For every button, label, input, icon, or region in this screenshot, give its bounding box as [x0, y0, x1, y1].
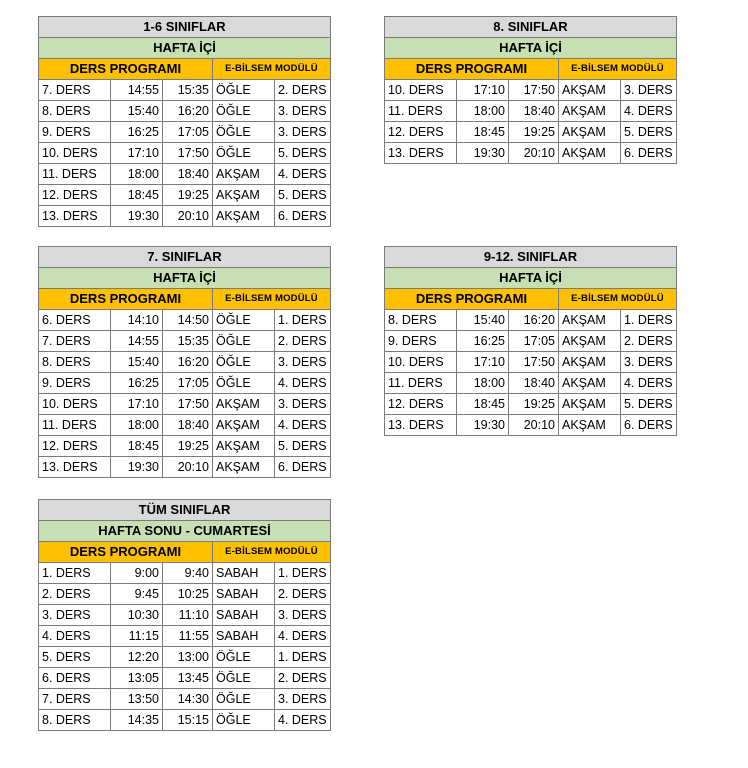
table-subtitle: HAFTA İÇİ — [385, 38, 677, 59]
end-time-cell: 15:35 — [163, 80, 213, 101]
table-title-row — [39, 17, 331, 38]
table-subtitle-row — [39, 38, 331, 59]
end-time-cell: 17:50 — [509, 80, 559, 101]
end-time-cell: 20:10 — [163, 457, 213, 478]
module-lesson-cell: 5. DERS — [621, 394, 677, 415]
start-time-cell: 16:25 — [111, 122, 163, 143]
table-subtitle-row — [385, 268, 677, 289]
session-cell: AKŞAM — [213, 415, 275, 436]
lesson-cell: 8. DERS — [385, 310, 457, 331]
table-row — [385, 331, 677, 352]
end-time-cell: 16:20 — [509, 310, 559, 331]
end-time-cell: 17:05 — [509, 331, 559, 352]
session-cell: AKŞAM — [559, 373, 621, 394]
session-cell: ÖĞLE — [213, 668, 275, 689]
start-time-cell: 17:10 — [111, 143, 163, 164]
start-time-cell: 16:25 — [457, 331, 509, 352]
table-title: 1-6 SINIFLAR — [39, 17, 331, 38]
header-ders-programi: DERS PROGRAMI — [39, 289, 213, 310]
lesson-cell: 4. DERS — [39, 626, 111, 647]
module-lesson-cell: 4. DERS — [275, 164, 331, 185]
lesson-cell: 3. DERS — [39, 605, 111, 626]
end-time-cell: 19:25 — [509, 394, 559, 415]
lesson-cell: 8. DERS — [39, 710, 111, 731]
start-time-cell: 17:10 — [457, 80, 509, 101]
module-lesson-cell: 4. DERS — [275, 415, 331, 436]
module-lesson-cell: 4. DERS — [275, 626, 331, 647]
table-row — [39, 563, 331, 584]
lesson-cell: 12. DERS — [385, 394, 457, 415]
table-header-row — [39, 289, 331, 310]
table-row — [39, 647, 331, 668]
table-row — [385, 80, 677, 101]
table-title: 7. SINIFLAR — [39, 247, 331, 268]
lesson-cell: 9. DERS — [385, 331, 457, 352]
table-title-row — [385, 247, 677, 268]
session-cell: SABAH — [213, 563, 275, 584]
table-row — [39, 373, 331, 394]
lesson-cell: 11. DERS — [39, 164, 111, 185]
header-e-bilsem-modulu: E-BİLSEM MODÜLÜ — [559, 59, 677, 80]
schedule-table-1-6 — [38, 16, 331, 227]
module-lesson-cell: 2. DERS — [275, 80, 331, 101]
table-row — [39, 101, 331, 122]
start-time-cell: 17:10 — [111, 394, 163, 415]
end-time-cell: 20:10 — [509, 143, 559, 164]
header-ders-programi: DERS PROGRAMI — [385, 289, 559, 310]
lesson-cell: 7. DERS — [39, 80, 111, 101]
header-e-bilsem-modulu: E-BİLSEM MODÜLÜ — [213, 289, 331, 310]
session-cell: AKŞAM — [559, 101, 621, 122]
lesson-cell: 1. DERS — [39, 563, 111, 584]
module-lesson-cell: 3. DERS — [275, 101, 331, 122]
start-time-cell: 14:35 — [111, 710, 163, 731]
lesson-cell: 12. DERS — [39, 436, 111, 457]
header-e-bilsem-modulu: E-BİLSEM MODÜLÜ — [213, 542, 331, 563]
table-row — [39, 436, 331, 457]
module-lesson-cell: 6. DERS — [621, 415, 677, 436]
table-row — [39, 584, 331, 605]
schedule-table-9-12 — [384, 246, 677, 436]
end-time-cell: 18:40 — [509, 101, 559, 122]
module-lesson-cell: 1. DERS — [275, 647, 331, 668]
module-lesson-cell: 3. DERS — [275, 122, 331, 143]
start-time-cell: 15:40 — [111, 352, 163, 373]
end-time-cell: 17:05 — [163, 373, 213, 394]
session-cell: SABAH — [213, 584, 275, 605]
end-time-cell: 19:25 — [163, 185, 213, 206]
end-time-cell: 17:50 — [163, 394, 213, 415]
session-cell: ÖĞLE — [213, 331, 275, 352]
lesson-cell: 10. DERS — [39, 143, 111, 164]
lesson-cell: 12. DERS — [385, 122, 457, 143]
start-time-cell: 13:50 — [111, 689, 163, 710]
lesson-cell: 9. DERS — [39, 122, 111, 143]
table-header-row — [39, 59, 331, 80]
start-time-cell: 12:20 — [111, 647, 163, 668]
start-time-cell: 16:25 — [111, 373, 163, 394]
start-time-cell: 13:05 — [111, 668, 163, 689]
session-cell: AKŞAM — [559, 143, 621, 164]
end-time-cell: 16:20 — [163, 352, 213, 373]
session-cell: ÖĞLE — [213, 689, 275, 710]
lesson-cell: 12. DERS — [39, 185, 111, 206]
end-time-cell: 15:15 — [163, 710, 213, 731]
lesson-cell: 2. DERS — [39, 584, 111, 605]
session-cell: AKŞAM — [213, 206, 275, 227]
lesson-cell: 13. DERS — [39, 457, 111, 478]
module-lesson-cell: 3. DERS — [275, 605, 331, 626]
table-title-row — [39, 500, 331, 521]
table-subtitle: HAFTA İÇİ — [39, 38, 331, 59]
start-time-cell: 18:00 — [111, 164, 163, 185]
header-ders-programi: DERS PROGRAMI — [39, 542, 213, 563]
module-lesson-cell: 3. DERS — [275, 352, 331, 373]
module-lesson-cell: 2. DERS — [621, 331, 677, 352]
header-e-bilsem-modulu: E-BİLSEM MODÜLÜ — [559, 289, 677, 310]
session-cell: AKŞAM — [559, 310, 621, 331]
session-cell: ÖĞLE — [213, 710, 275, 731]
lesson-cell: 9. DERS — [39, 373, 111, 394]
table-row — [39, 394, 331, 415]
module-lesson-cell: 4. DERS — [275, 710, 331, 731]
end-time-cell: 15:35 — [163, 331, 213, 352]
header-ders-programi: DERS PROGRAMI — [39, 59, 213, 80]
module-lesson-cell: 2. DERS — [275, 331, 331, 352]
lesson-cell: 13. DERS — [385, 415, 457, 436]
table-row — [39, 331, 331, 352]
module-lesson-cell: 4. DERS — [621, 101, 677, 122]
table-header-row — [39, 542, 331, 563]
lesson-cell: 11. DERS — [385, 373, 457, 394]
table-row — [39, 143, 331, 164]
table-title: 9-12. SINIFLAR — [385, 247, 677, 268]
lesson-cell: 11. DERS — [39, 415, 111, 436]
table-row — [39, 122, 331, 143]
session-cell: AKŞAM — [213, 394, 275, 415]
table-row — [39, 185, 331, 206]
table-subtitle-row — [39, 268, 331, 289]
session-cell: AKŞAM — [213, 457, 275, 478]
lesson-cell: 13. DERS — [39, 206, 111, 227]
lesson-cell: 6. DERS — [39, 668, 111, 689]
table-row — [39, 689, 331, 710]
end-time-cell: 14:50 — [163, 310, 213, 331]
end-time-cell: 19:25 — [509, 122, 559, 143]
module-lesson-cell: 6. DERS — [275, 457, 331, 478]
start-time-cell: 15:40 — [111, 101, 163, 122]
session-cell: AKŞAM — [559, 394, 621, 415]
end-time-cell: 9:40 — [163, 563, 213, 584]
start-time-cell: 18:45 — [111, 436, 163, 457]
module-lesson-cell: 1. DERS — [275, 563, 331, 584]
end-time-cell: 16:20 — [163, 101, 213, 122]
lesson-cell: 13. DERS — [385, 143, 457, 164]
schedule-table-8 — [384, 16, 677, 164]
table-row — [385, 352, 677, 373]
start-time-cell: 10:30 — [111, 605, 163, 626]
table-subtitle: HAFTA İÇİ — [385, 268, 677, 289]
table-row — [385, 101, 677, 122]
module-lesson-cell: 3. DERS — [275, 689, 331, 710]
start-time-cell: 15:40 — [457, 310, 509, 331]
module-lesson-cell: 3. DERS — [621, 80, 677, 101]
table-row — [385, 122, 677, 143]
lesson-cell: 5. DERS — [39, 647, 111, 668]
table-row — [39, 310, 331, 331]
lesson-cell: 8. DERS — [39, 352, 111, 373]
start-time-cell: 18:45 — [457, 122, 509, 143]
schedule-table-all-weekend — [38, 499, 331, 731]
table-title: TÜM SINIFLAR — [39, 500, 331, 521]
end-time-cell: 18:40 — [163, 164, 213, 185]
module-lesson-cell: 6. DERS — [621, 143, 677, 164]
table-header-row — [385, 59, 677, 80]
session-cell: ÖĞLE — [213, 143, 275, 164]
session-cell: AKŞAM — [559, 415, 621, 436]
module-lesson-cell: 6. DERS — [275, 206, 331, 227]
header-ders-programi: DERS PROGRAMI — [385, 59, 559, 80]
session-cell: AKŞAM — [213, 185, 275, 206]
table-subtitle-row — [39, 521, 331, 542]
module-lesson-cell: 1. DERS — [275, 310, 331, 331]
session-cell: AKŞAM — [213, 164, 275, 185]
end-time-cell: 20:10 — [163, 206, 213, 227]
module-lesson-cell: 5. DERS — [621, 122, 677, 143]
table-row — [39, 164, 331, 185]
start-time-cell: 18:00 — [111, 415, 163, 436]
table-subtitle: HAFTA İÇİ — [39, 268, 331, 289]
module-lesson-cell: 2. DERS — [275, 584, 331, 605]
table-row — [39, 668, 331, 689]
start-time-cell: 14:55 — [111, 80, 163, 101]
module-lesson-cell: 5. DERS — [275, 436, 331, 457]
start-time-cell: 17:10 — [457, 352, 509, 373]
end-time-cell: 18:40 — [509, 373, 559, 394]
lesson-cell: 11. DERS — [385, 101, 457, 122]
end-time-cell: 11:55 — [163, 626, 213, 647]
end-time-cell: 13:45 — [163, 668, 213, 689]
table-subtitle: HAFTA SONU - CUMARTESİ — [39, 521, 331, 542]
session-cell: ÖĞLE — [213, 101, 275, 122]
lesson-cell: 10. DERS — [39, 394, 111, 415]
start-time-cell: 11:15 — [111, 626, 163, 647]
lesson-cell: 10. DERS — [385, 352, 457, 373]
session-cell: ÖĞLE — [213, 122, 275, 143]
module-lesson-cell: 2. DERS — [275, 668, 331, 689]
header-e-bilsem-modulu: E-BİLSEM MODÜLÜ — [213, 59, 331, 80]
start-time-cell: 14:55 — [111, 331, 163, 352]
table-row — [385, 394, 677, 415]
session-cell: AKŞAM — [213, 436, 275, 457]
module-lesson-cell: 3. DERS — [621, 352, 677, 373]
table-header-row — [385, 289, 677, 310]
end-time-cell: 20:10 — [509, 415, 559, 436]
start-time-cell: 9:45 — [111, 584, 163, 605]
lesson-cell: 10. DERS — [385, 80, 457, 101]
table-row — [39, 626, 331, 647]
table-row — [39, 206, 331, 227]
start-time-cell: 19:30 — [457, 415, 509, 436]
start-time-cell: 9:00 — [111, 563, 163, 584]
table-row — [385, 415, 677, 436]
module-lesson-cell: 5. DERS — [275, 185, 331, 206]
start-time-cell: 19:30 — [111, 457, 163, 478]
schedule-table-7 — [38, 246, 331, 478]
table-subtitle-row — [385, 38, 677, 59]
lesson-cell: 7. DERS — [39, 331, 111, 352]
table-row — [39, 710, 331, 731]
table-row — [385, 310, 677, 331]
table-title-row — [39, 247, 331, 268]
start-time-cell: 18:45 — [111, 185, 163, 206]
session-cell: AKŞAM — [559, 331, 621, 352]
start-time-cell: 14:10 — [111, 310, 163, 331]
session-cell: ÖĞLE — [213, 352, 275, 373]
session-cell: AKŞAM — [559, 352, 621, 373]
table-title: 8. SINIFLAR — [385, 17, 677, 38]
start-time-cell: 18:45 — [457, 394, 509, 415]
end-time-cell: 11:10 — [163, 605, 213, 626]
table-row — [385, 143, 677, 164]
table-title-row — [385, 17, 677, 38]
table-row — [39, 605, 331, 626]
session-cell: SABAH — [213, 626, 275, 647]
end-time-cell: 14:30 — [163, 689, 213, 710]
lesson-cell: 8. DERS — [39, 101, 111, 122]
end-time-cell: 17:50 — [163, 143, 213, 164]
table-row — [39, 457, 331, 478]
module-lesson-cell: 5. DERS — [275, 143, 331, 164]
table-row — [39, 352, 331, 373]
module-lesson-cell: 4. DERS — [621, 373, 677, 394]
table-row — [39, 415, 331, 436]
session-cell: ÖĞLE — [213, 647, 275, 668]
start-time-cell: 18:00 — [457, 373, 509, 394]
lesson-cell: 6. DERS — [39, 310, 111, 331]
start-time-cell: 19:30 — [111, 206, 163, 227]
table-row — [385, 373, 677, 394]
module-lesson-cell: 1. DERS — [621, 310, 677, 331]
session-cell: ÖĞLE — [213, 310, 275, 331]
session-cell: AKŞAM — [559, 122, 621, 143]
start-time-cell: 18:00 — [457, 101, 509, 122]
session-cell: SABAH — [213, 605, 275, 626]
end-time-cell: 17:05 — [163, 122, 213, 143]
end-time-cell: 13:00 — [163, 647, 213, 668]
module-lesson-cell: 3. DERS — [275, 394, 331, 415]
end-time-cell: 10:25 — [163, 584, 213, 605]
table-row — [39, 80, 331, 101]
module-lesson-cell: 4. DERS — [275, 373, 331, 394]
start-time-cell: 19:30 — [457, 143, 509, 164]
end-time-cell: 19:25 — [163, 436, 213, 457]
lesson-cell: 7. DERS — [39, 689, 111, 710]
session-cell: ÖĞLE — [213, 373, 275, 394]
end-time-cell: 17:50 — [509, 352, 559, 373]
session-cell: AKŞAM — [559, 80, 621, 101]
session-cell: ÖĞLE — [213, 80, 275, 101]
end-time-cell: 18:40 — [163, 415, 213, 436]
